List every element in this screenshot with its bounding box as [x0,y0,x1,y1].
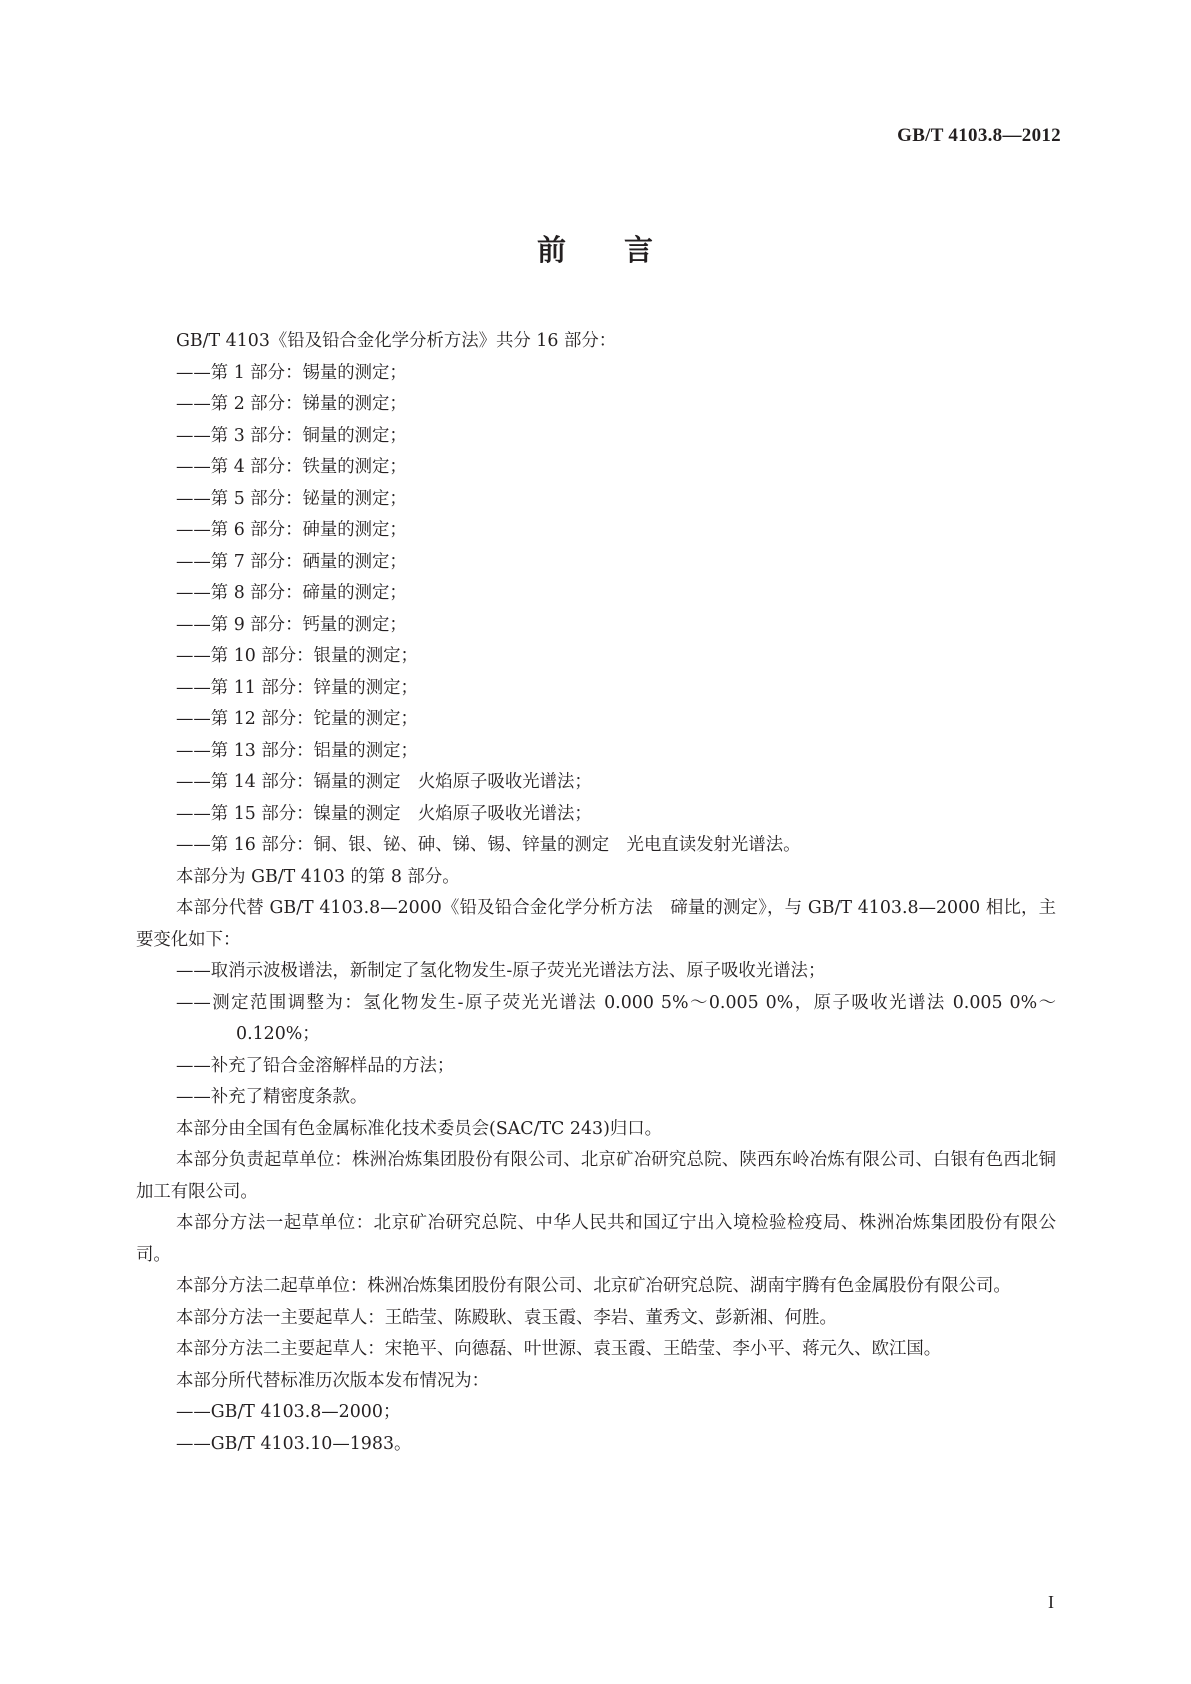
drafting-units-paragraph: 本部分负责起草单位：株洲冶炼集团股份有限公司、北京矿冶研究总院、陕西东岭冶炼有限公司、白银有色西北铜加工有限公司。 [136,1150,1056,1202]
list-item: ——测定范围调整为：氢化物发生-原子荧光光谱法 0.000 5%～0.005 0%，原子吸收光谱法 0.005 0%～0.120%； [176,992,1056,1044]
page-number: I [1048,1592,1054,1612]
method2-drafters-paragraph: 本部分方法二主要起草人：宋艳平、向德磊、叶世源、袁玉霞、王皓莹、李小平、蒋元久、欧江国。 [176,1339,942,1359]
standard-number: GB/T 4103.8—2012 [897,125,1061,146]
intro-paragraph: GB/T 4103《铅及铅合金化学分析方法》共分 16 部分： [176,331,617,351]
list-item: ——GB/T 4103.8—2000； [176,1402,401,1422]
list-item: ——第 7 部分：硒量的测定； [176,551,407,572]
list-item: ——GB/T 4103.10—1983。 [176,1433,412,1454]
history-list [136,1397,1056,1460]
list-item: ——第 3 部分：铜量的测定； [176,425,407,446]
list-item: ——第 8 部分：碲量的测定； [176,583,407,603]
committee-paragraph: 本部分由全国有色金属标准化技术委员会(SAC/TC 243)归口。 [176,1118,663,1139]
this-part-paragraph: 本部分为 GB/T 4103 的第 8 部分。 [176,866,460,887]
list-item: ——第 14 部分：镉量的测定 火焰原子吸收光谱法； [176,772,592,792]
list-item: ——第 6 部分：砷量的测定； [176,520,407,540]
document-body [136,326,1056,1460]
history-intro-paragraph: 本部分所代替标准历次版本发布情况为： [176,1370,490,1391]
list-item: ——第 13 部分：铝量的测定； [176,740,418,761]
list-item: ——第 1 部分：锡量的测定； [176,362,407,383]
method1-units-paragraph: 本部分方法一起草单位：北京矿冶研究总院、中华人民共和国辽宁出入境检验检疫局、株洲冶炼集团股份有限公司。 [136,1213,1056,1265]
list-item: ——补充了铅合金溶解样品的方法； [176,1055,455,1076]
list-item: ——第 16 部分：铜、银、铋、砷、锑、锡、锌量的测定 光电直读发射光谱法。 [176,835,801,855]
list-item: ——第 9 部分：钙量的测定； [176,614,407,635]
list-item: ——第 12 部分：铊量的测定； [176,709,418,729]
list-item: ——第 10 部分：银量的测定； [176,646,418,666]
page-title: 前 言 [536,233,655,267]
method1-drafters-paragraph: 本部分方法一主要起草人：王皓莹、陈殿耿、袁玉霞、李岩、董秀文、彭新湘、何胜。 [176,1307,837,1328]
list-item: ——补充了精密度条款。 [176,1087,368,1107]
list-item: ——第 2 部分：锑量的测定； [176,394,407,414]
parts-list [136,358,1056,862]
list-item: ——第 5 部分：铋量的测定； [176,488,407,509]
list-item: ——第 4 部分：铁量的测定； [176,457,407,477]
replaces-paragraph: 本部分代替 GB/T 4103.8—2000《铅及铅合金化学分析方法 碲量的测定》，与 GB/T 4103.8—2000 相比，主要变化如下： [136,898,1056,950]
list-item: ——第 15 部分：镍量的测定 火焰原子吸收光谱法； [176,803,592,824]
changes-list [136,956,1056,1114]
method2-units-paragraph: 本部分方法二起草单位：株洲冶炼集团股份有限公司、北京矿冶研究总院、湖南宇腾有色金属股份有限公司。 [176,1276,1011,1296]
list-item: ——取消示波极谱法，新制定了氢化物发生-原子荧光光谱法方法、原子吸收光谱法； [176,961,826,981]
list-item: ——第 11 部分：锌量的测定； [176,677,418,698]
